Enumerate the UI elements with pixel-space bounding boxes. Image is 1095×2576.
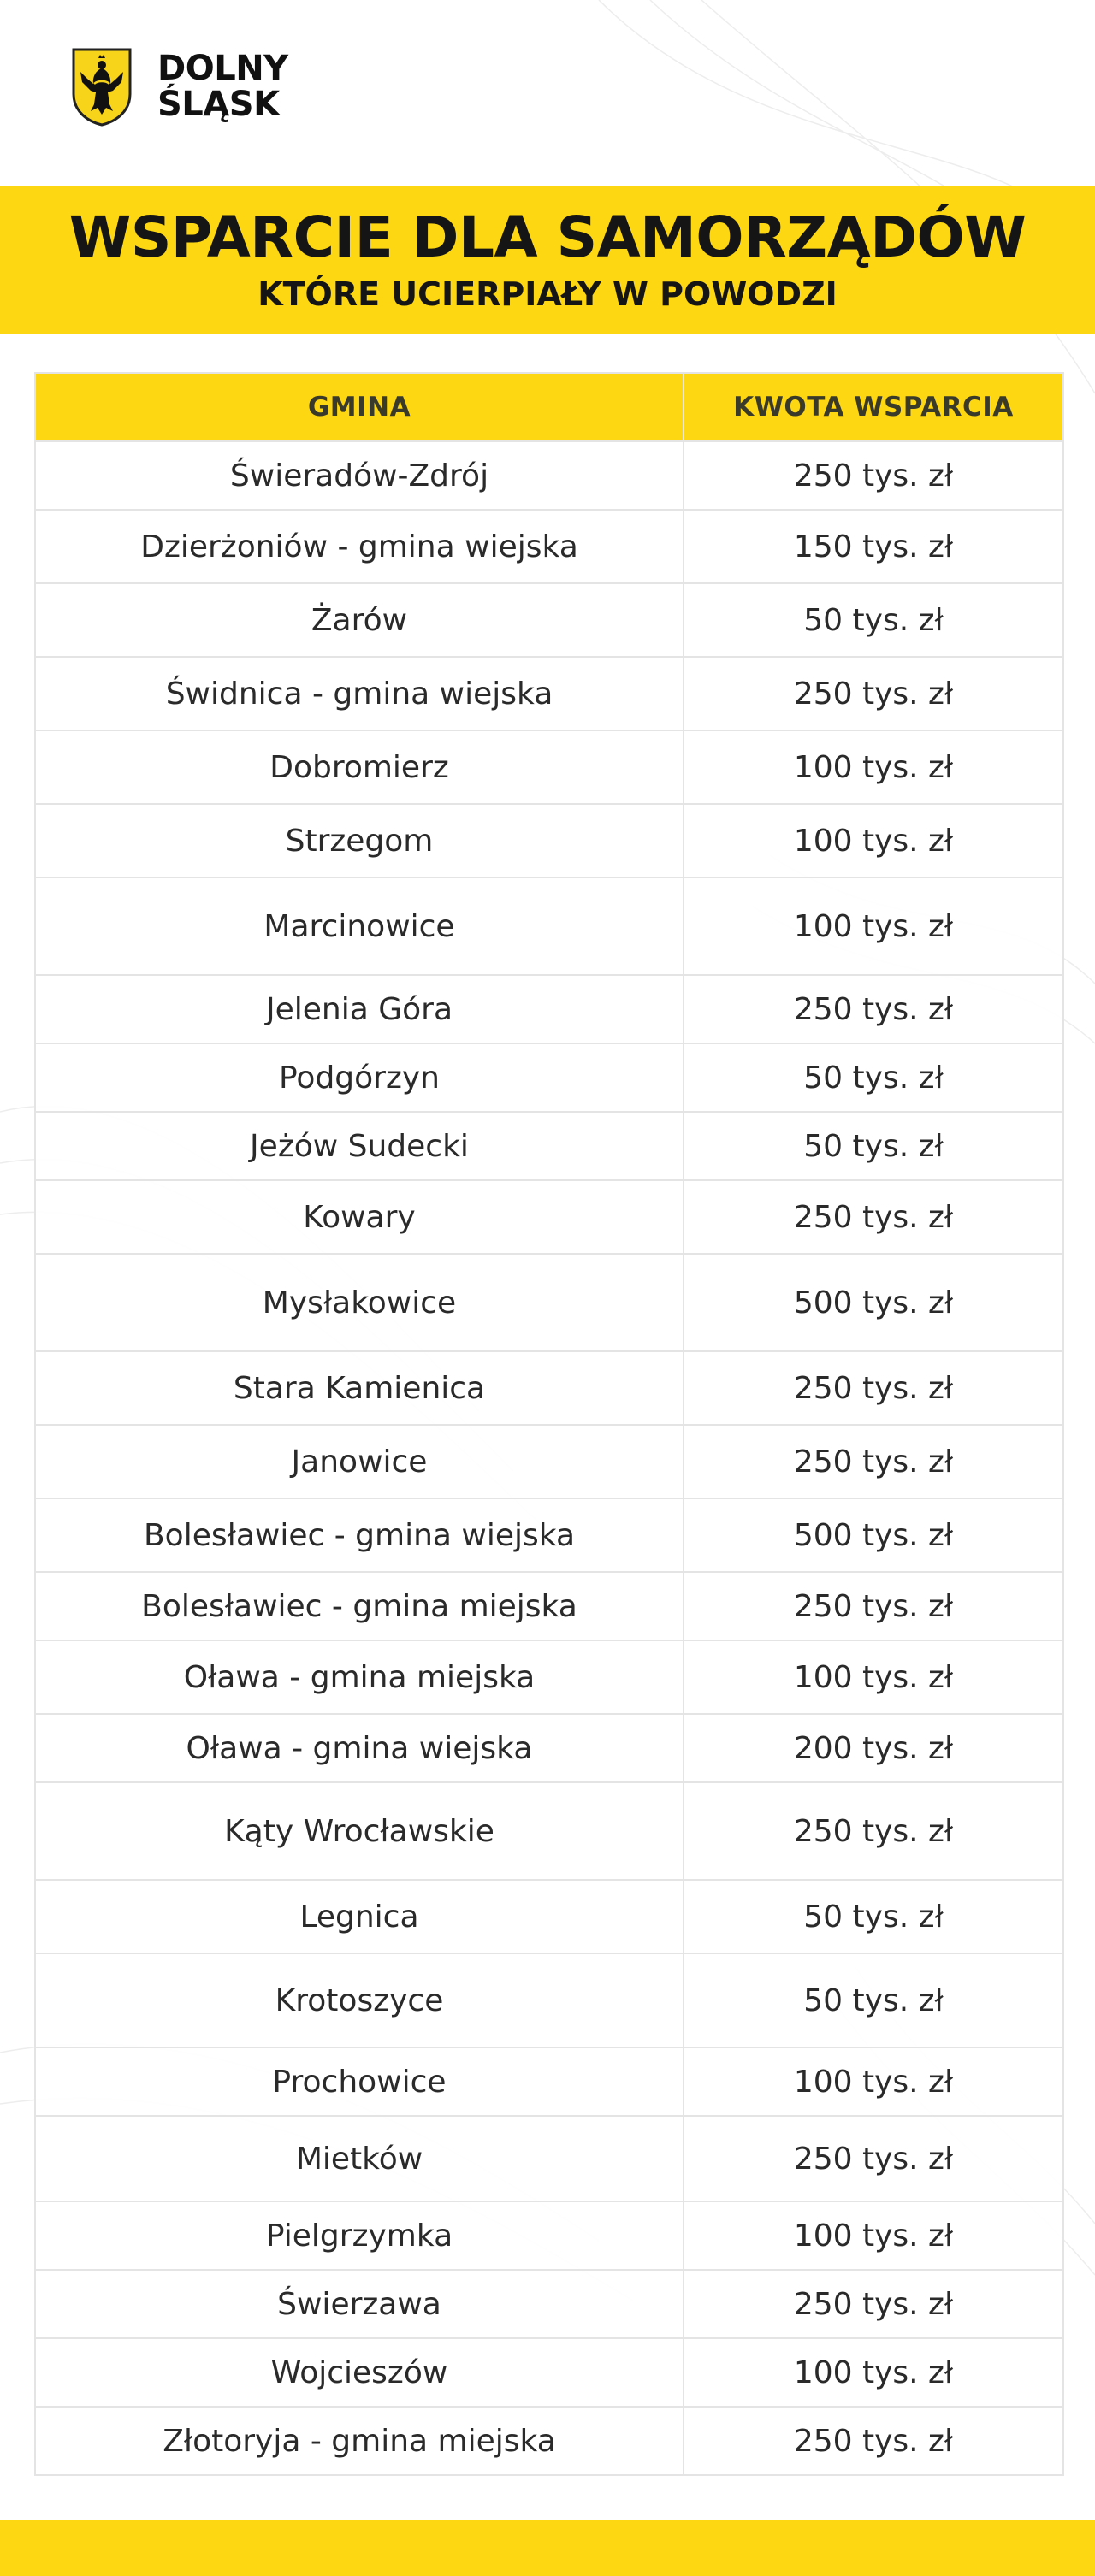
cell-gmina: Złotoryja - gmina miejska xyxy=(163,2423,556,2459)
table-row xyxy=(36,1713,1062,1781)
title-banner xyxy=(0,186,1095,334)
table-row xyxy=(36,1781,1062,1879)
cell-gmina: Oława - gmina wiejska xyxy=(186,1730,533,1766)
table-body xyxy=(36,440,1062,2474)
table-row xyxy=(36,582,1062,656)
footer-bar xyxy=(0,2520,1095,2576)
cell-kwota: 50 tys. zł xyxy=(683,1113,1062,1179)
logo xyxy=(70,46,288,127)
table-row xyxy=(36,2337,1062,2406)
cell-kwota: 50 tys. zł xyxy=(683,1044,1062,1111)
table-row xyxy=(36,1111,1062,1179)
cell-kwota: 250 tys. zł xyxy=(683,2117,1062,2201)
cell-kwota: 150 tys. zł xyxy=(683,511,1062,582)
page-title: WSPARCIE DLA SAMORZĄDÓW xyxy=(68,204,1027,270)
cell-gmina: Dobromierz xyxy=(269,749,449,785)
cell-gmina: Jelenia Góra xyxy=(265,991,453,1027)
cell-kwota: 250 tys. zł xyxy=(683,1783,1062,1879)
cell-gmina: Krotoszyce xyxy=(275,1982,444,2018)
page-subtitle: KTÓRE UCIERPIAŁY W POWODZI xyxy=(257,275,838,313)
cell-gmina: Kowary xyxy=(303,1199,416,1235)
table-header xyxy=(36,374,1062,440)
cell-kwota: 100 tys. zł xyxy=(683,731,1062,803)
table-row xyxy=(36,1640,1062,1713)
table-row xyxy=(36,1179,1062,1253)
table-row xyxy=(36,1571,1062,1640)
table-row xyxy=(36,1350,1062,1424)
cell-kwota: 250 tys. zł xyxy=(683,2271,1062,2337)
cell-gmina: Strzegom xyxy=(285,823,434,859)
cell-gmina: Oława - gmina miejska xyxy=(183,1659,536,1695)
cell-kwota: 250 tys. zł xyxy=(683,1426,1062,1498)
cell-kwota: 250 tys. zł xyxy=(683,1573,1062,1640)
cell-kwota: 50 tys. zł xyxy=(683,1954,1062,2047)
table-row xyxy=(36,974,1062,1043)
cell-kwota: 200 tys. zł xyxy=(683,1715,1062,1781)
support-table xyxy=(34,372,1064,2476)
cell-gmina: Podgórzyn xyxy=(279,1060,440,1096)
cell-kwota: 100 tys. zł xyxy=(683,2339,1062,2406)
logo-line-2: ŚLĄSK xyxy=(157,85,280,124)
cell-gmina: Marcinowice xyxy=(263,908,455,944)
table-row xyxy=(36,2201,1062,2269)
cell-gmina: Wojcieszów xyxy=(270,2354,448,2390)
cell-kwota: 500 tys. zł xyxy=(683,1499,1062,1571)
cell-kwota: 250 tys. zł xyxy=(683,1352,1062,1424)
cell-gmina: Bolesławiec - gmina wiejska xyxy=(143,1517,576,1553)
table-row xyxy=(36,1424,1062,1498)
table-row xyxy=(36,656,1062,730)
cell-gmina: Kąty Wrocławskie xyxy=(224,1813,494,1849)
cell-kwota: 500 tys. zł xyxy=(683,1255,1062,1350)
table-row xyxy=(36,730,1062,803)
cell-kwota: 100 tys. zł xyxy=(683,1641,1062,1713)
table-row xyxy=(36,2115,1062,2201)
cell-gmina: Żarów xyxy=(311,602,408,638)
table-row xyxy=(36,509,1062,582)
cell-gmina: Legnica xyxy=(299,1899,419,1935)
logo-wordmark xyxy=(157,50,288,122)
cell-kwota: 250 tys. zł xyxy=(683,976,1062,1043)
cell-kwota: 250 tys. zł xyxy=(683,658,1062,730)
header-gmina: GMINA xyxy=(307,392,411,422)
table-row xyxy=(36,1043,1062,1111)
cell-kwota: 100 tys. zł xyxy=(683,2048,1062,2115)
cell-gmina: Janowice xyxy=(291,1444,428,1480)
cell-gmina: Świeradów-Zdrój xyxy=(229,458,489,493)
cell-gmina: Stara Kamienica xyxy=(233,1370,486,1406)
cell-gmina: Pielgrzymka xyxy=(265,2218,453,2254)
cell-gmina: Bolesławiec - gmina miejska xyxy=(141,1588,577,1624)
table-row xyxy=(36,2047,1062,2115)
logo-line-1: DOLNY xyxy=(157,49,288,88)
table-row xyxy=(36,1498,1062,1571)
cell-gmina: Mietków xyxy=(295,2141,423,2177)
cell-kwota: 50 tys. zł xyxy=(683,584,1062,656)
cell-gmina: Prochowice xyxy=(272,2064,447,2100)
table-row xyxy=(36,440,1062,509)
cell-kwota: 50 tys. zł xyxy=(683,1881,1062,1953)
cell-kwota: 100 tys. zł xyxy=(683,878,1062,974)
cell-kwota: 250 tys. zł xyxy=(683,1181,1062,1253)
cell-gmina: Jeżów Sudecki xyxy=(250,1128,469,1164)
cell-kwota: 250 tys. zł xyxy=(683,442,1062,509)
cell-gmina: Świdnica - gmina wiejska xyxy=(165,676,553,712)
cell-kwota: 100 tys. zł xyxy=(683,2202,1062,2269)
table-row xyxy=(36,1953,1062,2047)
cell-gmina: Mysłakowice xyxy=(262,1285,457,1320)
table-row xyxy=(36,1879,1062,1953)
table-row xyxy=(36,2406,1062,2474)
table-row xyxy=(36,1253,1062,1350)
table-row xyxy=(36,877,1062,974)
cell-gmina: Świerzawa xyxy=(277,2286,441,2322)
cell-kwota: 100 tys. zł xyxy=(683,805,1062,877)
cell-kwota: 250 tys. zł xyxy=(683,2408,1062,2474)
header-kwota: KWOTA WSPARCIA xyxy=(683,374,1062,440)
eagle-crest-icon xyxy=(70,46,133,127)
table-row xyxy=(36,2269,1062,2337)
table-row xyxy=(36,803,1062,877)
cell-gmina: Dzierżoniów - gmina wiejska xyxy=(140,529,578,564)
